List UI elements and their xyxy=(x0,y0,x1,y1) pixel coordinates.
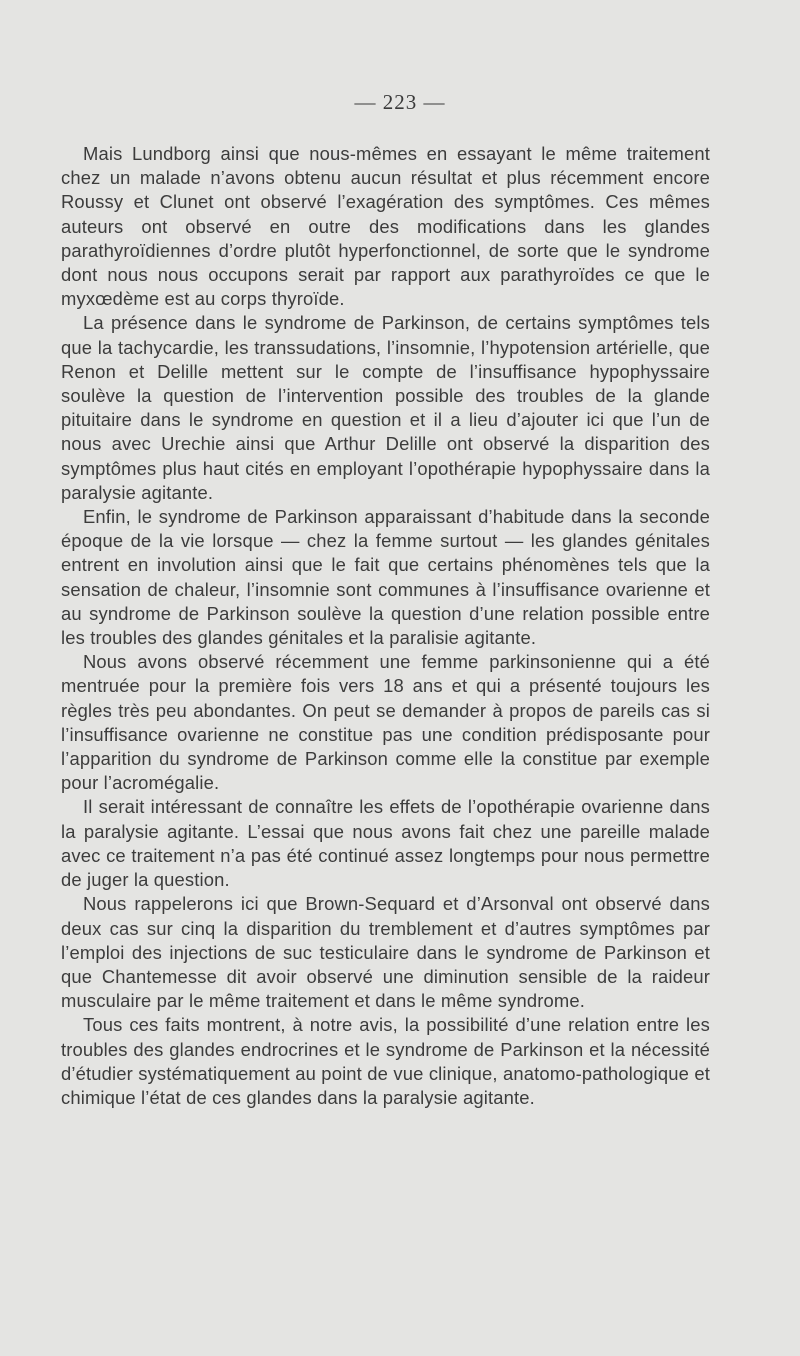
paragraph-6: Nous rappelerons ici que Brown-Sequard et d’Arsonval ont observé dans deux cas sur cinq la disparition du tremblement et d’autres symptômes par l’emploi des injections de suc testiculaire dans le syndrome de Parkinson et que Chantemesse dit avoir observé une diminution sensible de la raideur musculaire par le même traitement et dans le même syndrome. xyxy=(61,893,710,1012)
paragraph-7: Tous ces faits montrent, à notre avis, la possibilité d’une relation entre les troubles des glandes endrocrines et le syndrome de Parkinson et la nécessité d’étudier systématiquement au point de vue clinique, anatomo-pathologique et chimique l’état de ces glandes dans la paralysie agitante. xyxy=(61,1014,710,1108)
paragraph-2: La présence dans le syndrome de Parkinson, de certains symptômes tels que la tachycardie, les transsudations, l’insomnie, l’hypotension artérielle, que Renon et Delille mettent sur le compte de l’insuffisance hypophyssaire soulève la question de l’intervention possible des troubles de la glande pituitaire dans le syndrome en question et il a lieu d’ajouter ici que l’un de nous avec Urechie ainsi que Arthur Delille ont observé la disparition des symptômes plus haut cités en employant l’opothérapie hypophyssaire dans la paralysie agitante. xyxy=(61,312,710,503)
paragraph-5: Il serait intéressant de connaître les effets de l’opothérapie ovarienne dans la paralysie agitante. L’essai que nous avons fait chez une pareille malade avec ce traitement n’a pas été continué assez longtemps pour nous permettre de juger la question. xyxy=(61,796,710,891)
paragraph-1: Mais Lundborg ainsi que nous-mêmes en essayant le même traitement chez un malade n’avons obtenu aucun résultat et plus récemment encore Roussy et Clunet ont observé l’exagération des symptômes. Ces mêmes auteurs ont observé en outre des modifications dans les glandes parathyroïdiennes d’ordre plutôt hyperfonctionnel, de sorte que le syndrome dont nous nous occupons serait par rapport aux parathyroïdes ce que le myxœdème est au corps thyroïde. xyxy=(61,143,710,310)
body-text xyxy=(61,142,710,1110)
paragraph-4: Nous avons observé récemment une femme parkinsonienne qui a été mentruée pour la première fois vers 18 ans et qui a présenté toujours les règles très peu abondantes. On peut se demander à propos de pareils cas si l’insuffisance ovarienne ne constitue pas une condition prédisposante pour l’apparition du syndrome de Parkinson comme elle la constitue par exemple pour l’acromégalie. xyxy=(61,651,710,794)
paragraph-3: Enfin, le syndrome de Parkinson apparaissant d’habitude dans la seconde époque de la vie lorsque — chez la femme surtout — les glandes génitales entrent en involution ainsi que le fait que certains phénomènes tels que la sensation de chaleur, l’insomnie sont communes à l’insuffisance ovarienne et au syndrome de Parkinson soulève la question d’une relation possible entre les troubles des glandes génitales et la paralisie agitante. xyxy=(61,506,710,649)
page-number: — 223 — xyxy=(354,90,446,114)
